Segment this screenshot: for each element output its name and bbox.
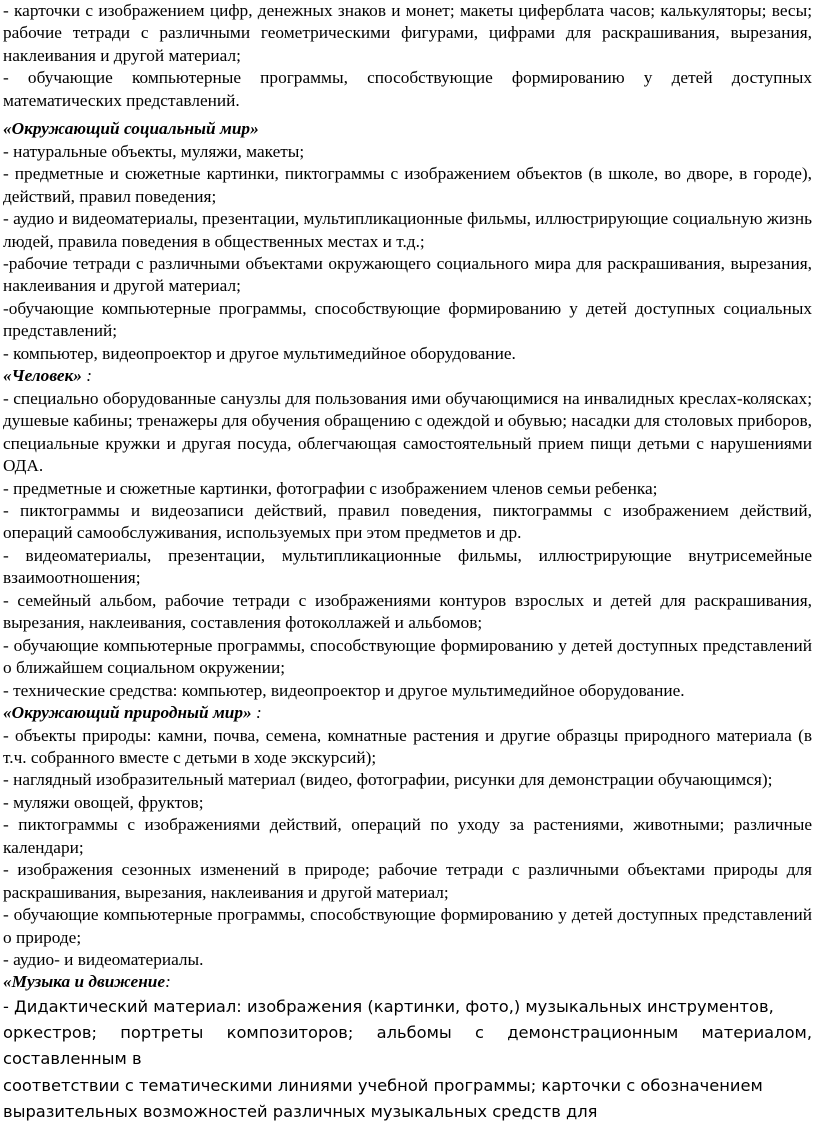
list-item: - предметные и сюжетные картинки, фотографии с изображением членов семьи ребенка;	[3, 478, 658, 498]
list-item: - видеоматериалы, презентации, мультипликационные фильмы, иллюстрирующие внутрисемейные взаимоотношения;	[3, 545, 812, 588]
text-line: - Дидактический материал: изображения (картинки, фото,) музыкальных инструментов,	[3, 996, 774, 1016]
text-line: выразительных возможностей различных музыкальных средств для	[3, 1101, 598, 1121]
text-line: оркестров; портреты композиторов; альбомы с демонстрационным материалом, составленным в	[3, 1023, 812, 1069]
list-item: - аудио- и видеоматериалы.	[3, 950, 204, 970]
section-heading-music: «Музыка и движение:	[3, 972, 171, 992]
list-item: -обучающие компьютерные программы, способствующие формированию у детей доступных социальных представлений;	[3, 298, 812, 341]
list-item: - технические средства: компьютер, видеопроектор и другое мультимедийное оборудование.	[3, 680, 685, 700]
list-item: - изображения сезонных изменений в природе; рабочие тетради с различными объектами природы для раскрашивания, вырезания, наклеивания и другой материал;	[3, 860, 812, 902]
list-item: - муляжи овощей, фруктов;	[3, 792, 204, 812]
list-item: - аудио и видеоматериалы, презентации, мультипликационные фильмы, иллюстрирующие социальную жизнь людей, правила поведения в общественных местах и т.д.;	[3, 209, 812, 251]
music-materials-block	[3, 994, 812, 1125]
text-line: соответствии с тематическими линиями учебной программы; карточки с обозначением	[3, 1075, 763, 1095]
section-heading-social-world: «Окружающий социальный мир»	[3, 119, 259, 139]
list-item: - предметные и сюжетные картинки, пиктограммы с изображением объектов (в школе, во дворе, в городе), действий, правил поведения;	[3, 164, 812, 206]
section-heading-human: «Человек» :	[3, 366, 92, 386]
list-item: - натуральные объекты, муляжи, макеты;	[3, 141, 305, 161]
list-item: - наглядный изобразительный материал (видео, фотографии, рисунки для демонстрации обучающимся);	[3, 770, 773, 790]
list-item: - пиктограммы и видеозаписи действий, правил поведения, пиктограммы с изображением действий, операций самообслуживания, используемых при этом предметов и др.	[3, 500, 812, 543]
list-item: - компьютер, видеопроектор и другое мультимедийное оборудование.	[3, 343, 516, 363]
list-item: - специально оборудованные санузлы для пользования ими обучающимися на инвалидных креслах-колясках; душевые кабины; тренажеры для обучения обращению с одеждой и обувью; насадки для столовых приборов, специальные кружки и другая посуда, облегчающая самостоятельный прием пищи детьми с нарушениями ОДА.	[3, 388, 812, 476]
list-item: - обучающие компьютерные программы, способствующие формированию у детей доступных представлений о ближайшем социальном окружении;	[3, 635, 812, 678]
list-item: -рабочие тетради с различными объектами окружающего социального мира для раскрашивания, вырезания, наклеивания и другой материал;	[3, 253, 812, 296]
intro-paragraph-2: - обучающие компьютерные программы, способствующие формированию у детей доступных математических представлений.	[3, 68, 812, 110]
list-item: - пиктограммы с изображениями действий, операций по уходу за растениями, животными; различные календари;	[3, 815, 812, 857]
document-body	[3, 0, 812, 1125]
list-item: - семейный альбом, рабочие тетради с изображениями контуров взрослых и детей для раскрашивания, вырезания, наклеивания, составления фотоколлажей и альбомов;	[3, 590, 812, 633]
list-item: - обучающие компьютерные программы, способствующие формированию у детей доступных представлений о природе;	[3, 905, 812, 947]
intro-paragraph-1: - карточки с изображением цифр, денежных знаков и монет; макеты циферблата часов; калькуляторы; весы; рабочие тетради с различными геометрическими фигурами, цифрами для раскрашивания, вырезания, наклеивания и другой материал;	[3, 1, 812, 65]
list-item: - объекты природы: камни, почва, семена, комнатные растения и другие образцы природного материала (в т.ч. собранного вместе с детьми в ходе экскурсий);	[3, 725, 812, 767]
section-heading-natural-world: «Окружающий природный мир» :	[3, 703, 262, 723]
